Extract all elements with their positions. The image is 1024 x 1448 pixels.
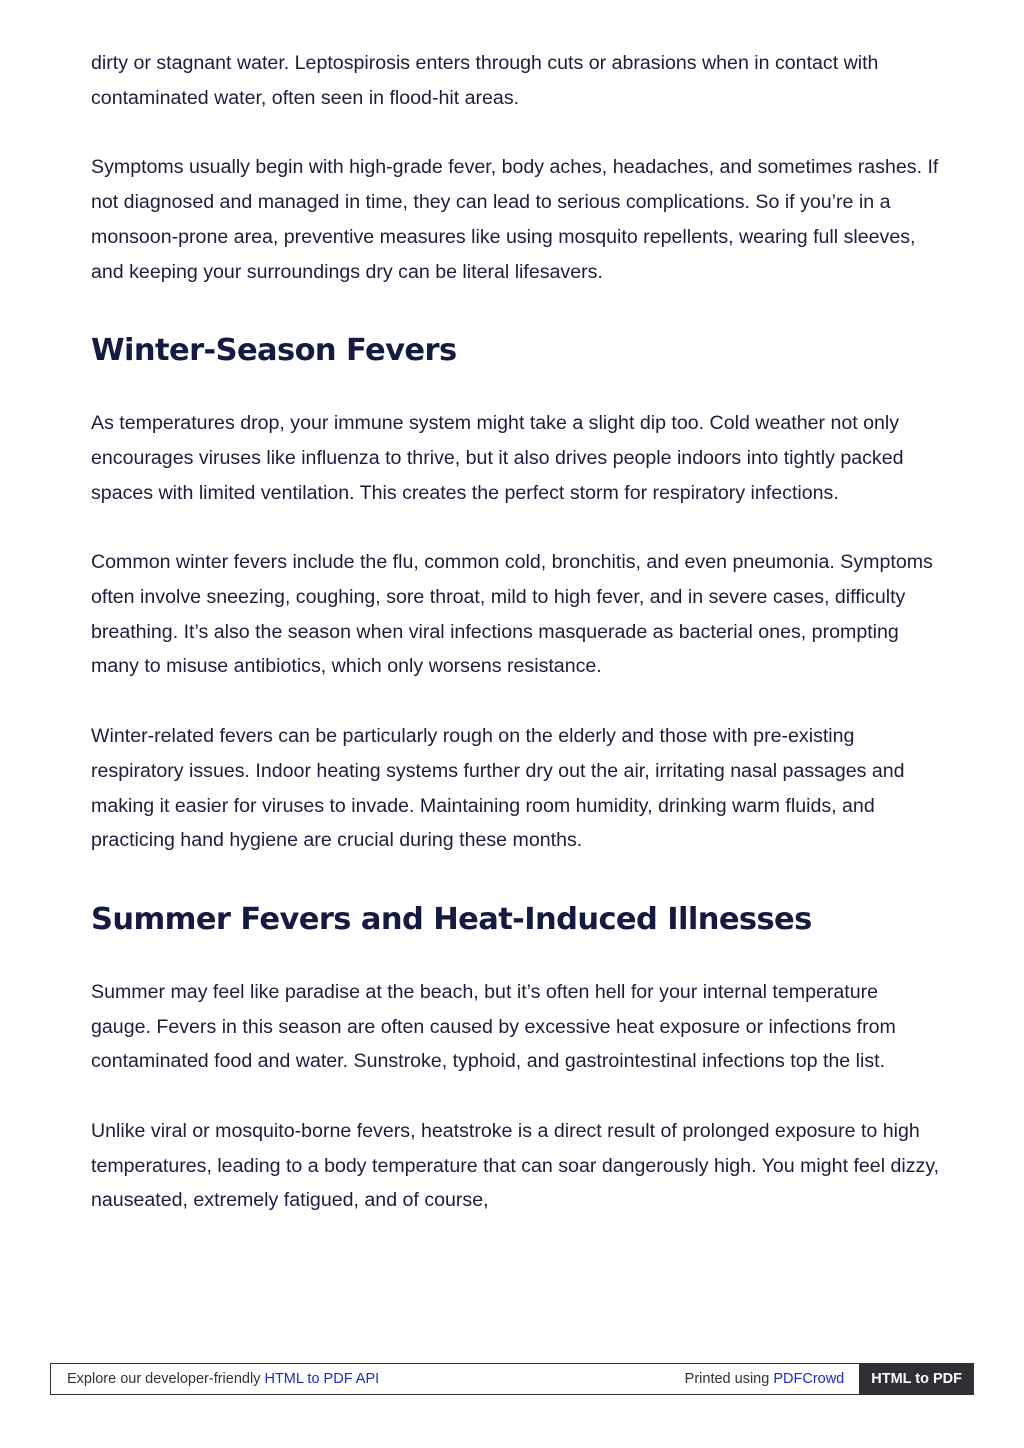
section-heading-summer: Summer Fevers and Heat-Induced Illnesses bbox=[91, 901, 812, 937]
paragraph: Summer may feel like paradise at the beach, but it’s often hell for your internal temperature gauge. Fevers in this season are often caused by excessive heat exposure or infections from contaminated food and water. Sunstroke, typhoid, and gastrointestinal infections top the list. bbox=[91, 980, 896, 1073]
html-to-pdf-api-link[interactable]: HTML to PDF API bbox=[264, 1371, 380, 1387]
pdf-footer-bar bbox=[50, 1363, 974, 1395]
html-to-pdf-badge-button[interactable]: HTML to PDF bbox=[859, 1363, 974, 1395]
paragraph: Unlike viral or mosquito-borne fevers, heatstroke is a direct result of prolonged exposure to high temperatures, leading to a body temperature that can soar dangerously high. You might feel dizzy, nauseated, extremely fatigued, and of course, bbox=[91, 1120, 940, 1212]
footer-explore-text: Explore our developer-friendly bbox=[67, 1371, 265, 1387]
paragraph: Common winter fevers include the flu, common cold, bronchitis, and even pneumonia. Symptoms often involve sneezing, coughing, sore throat, mild to high fever, and in severe cases, difficulty breathing. It’s also the season when viral infections masquerade as bacterial ones, prompting many to misuse antibiotics, which only worsens resistance. bbox=[91, 551, 933, 678]
paragraph: Symptoms usually begin with high-grade fever, body aches, headaches, and sometimes rashes. If not diagnosed and managed in time, they can lead to serious complications. So if you’re in a monsoon-prone area, preventive measures like using mosquito repellents, wearing full sleeves, and keeping your surroundings dry can be literal lifesavers. bbox=[91, 156, 939, 283]
footer-printed bbox=[685, 1371, 860, 1387]
footer-printed-text: Printed using bbox=[684, 1371, 774, 1387]
article-body bbox=[91, 46, 941, 1218]
footer-explore bbox=[51, 1371, 685, 1387]
section-heading-winter: Winter-Season Fevers bbox=[91, 333, 457, 369]
paragraph: Winter-related fevers can be particularly rough on the elderly and those with pre-existing respiratory issues. Indoor heating systems further dry out the air, irritating nasal passages and making it easier for viruses to invade. Maintaining room humidity, drinking warm fluids, and practicing hand hygiene are crucial during these months. bbox=[91, 725, 905, 852]
paragraph: As temperatures drop, your immune system might take a slight dip too. Cold weather not only encourages viruses like influenza to thrive, but it also drives people indoors into tightly packed spaces with limited ventilation. This creates the perfect storm for respiratory infections. bbox=[91, 412, 904, 504]
paragraph: dirty or stagnant water. Leptospirosis enters through cuts or abrasions when in contact with contaminated water, often seen in flood-hit areas. bbox=[91, 52, 879, 109]
pdfcrowd-link[interactable]: PDFCrowd bbox=[773, 1371, 845, 1387]
